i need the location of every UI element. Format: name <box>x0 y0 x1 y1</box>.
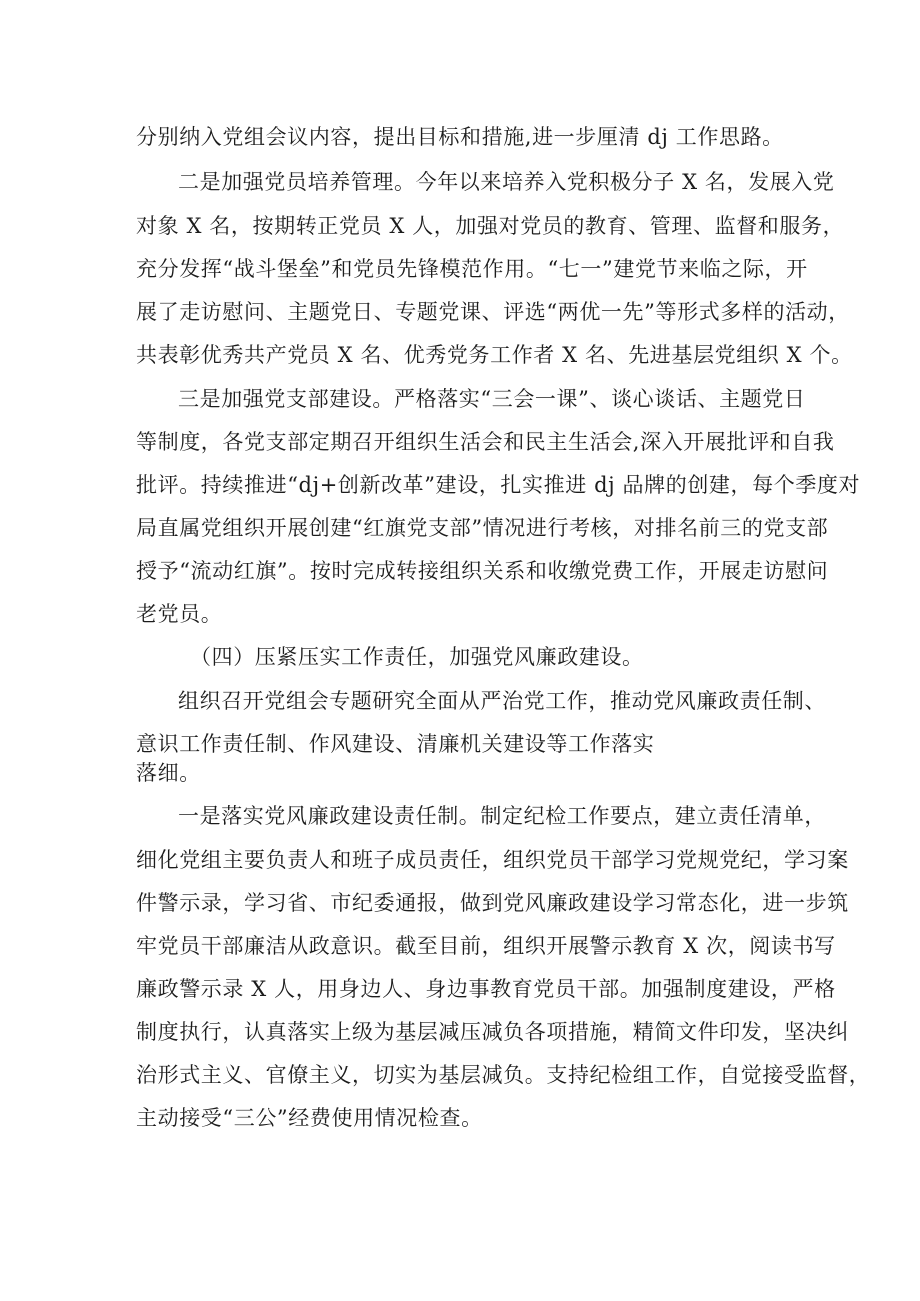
paragraph-2-line: 二是加强党员培养管理。今年以来培养入党积极分子 X 名，发展入党 <box>178 170 835 194</box>
text-line: 牢党员干部廉洁从政意识。截至目前，组织开展警示教育 X 次，阅读书写 <box>136 934 836 958</box>
text-line: 局直属党组织开展创建“红旗党支部”情况进行考核，对排名前三的党支部 <box>136 516 829 540</box>
text-line: 批评。持续推进“dj+创新改革”建设，扎实推进 dj 品牌的创建，每个季度对 <box>136 473 861 497</box>
text-line: 授予“流动红旗”。按时完成转接组织关系和收缴党费工作，开展走访慰问 <box>136 559 829 583</box>
text-line: 对象 X 名，按期转正党员 X 人，加强对党员的教育、管理、监督和服务， <box>136 214 845 238</box>
text-line: 充分发挥“战斗堡垒”和党员先锋模范作用。“七一”建党节来临之际，开 <box>136 257 808 281</box>
text-line: 分别纳入党组会议内容，提出目标和措施,进一步厘清 dj 工作思路。 <box>136 125 784 149</box>
text-line: 共表彰优秀共产党员 X 名、优秀党务工作者 X 名、先进基层党组织 X 个。 <box>136 343 853 367</box>
text-line: 老党员。 <box>136 602 223 626</box>
text-line: 等制度，各党支部定期召开组织生活会和民主生活会,深入开展批评和自我 <box>136 430 835 454</box>
text-line: 展了走访慰问、主题党日、专题党课、评选“两优一先”等形式多样的活动， <box>136 300 850 324</box>
text-line: 件警示录，学习省、市纪委通报，做到党风廉政建设学习常态化，进一步筑 <box>136 891 849 915</box>
section-heading: （四）压紧压实工作责任，加强党风廉政建设。 <box>190 645 644 669</box>
text-line: 治形式主义、官僚主义，切实为基层减负。支持纪检组工作，自觉接受监督， <box>136 1063 871 1087</box>
text-line: 制度执行，认真落实上级为基层减压减负各项措施，精简文件印发，坚决纠 <box>136 1020 849 1044</box>
text-line: 细化党组主要负责人和班子成员责任，组织党员干部学习党规党纪，学习案 <box>136 848 849 872</box>
paragraph-3-line: 三是加强党支部建设。严格落实“三会一课”、谈心谈话、主题党日 <box>178 387 806 411</box>
text-line: 主动接受“三公”经费使用情况检查。 <box>136 1106 483 1130</box>
paragraph-4-line: 组织召开党组会专题研究全面从严治党工作，推动党风廉政责任制、 <box>178 689 826 713</box>
text-line: 落细。 <box>136 761 201 785</box>
text-line: 意识工作责任制、作风建设、清廉机关建设等工作落实 <box>136 732 655 756</box>
paragraph-5-line: 一是落实党风廉政建设责任制。制定纪检工作要点，建立责任清单， <box>178 804 826 828</box>
text-line: 廉政警示录 X 人，用身边人、身边事教育党员干部。加强制度建设，严格 <box>136 977 836 1001</box>
